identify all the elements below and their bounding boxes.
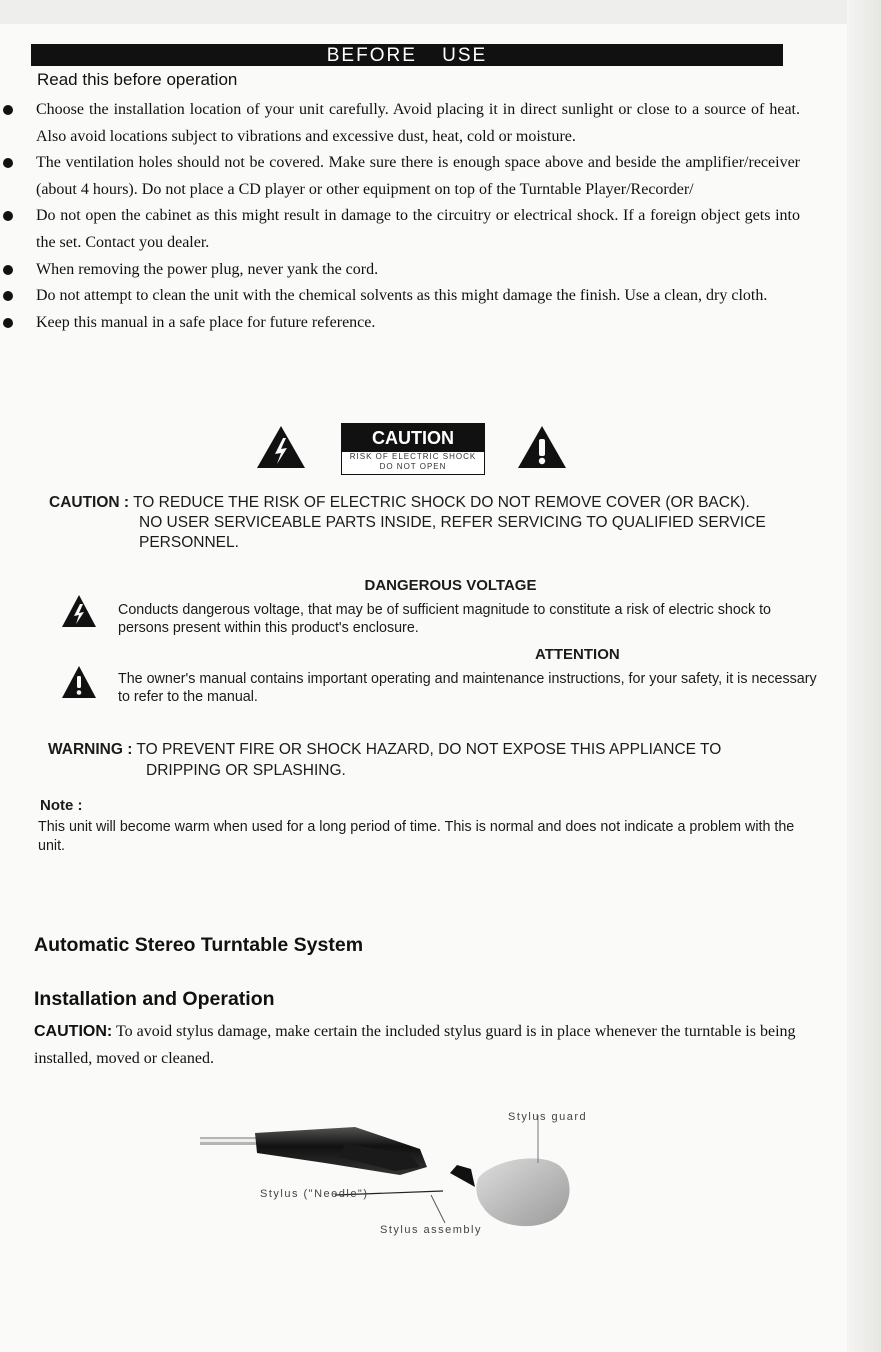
list-item: [0, 310, 800, 337]
section-title-turntable: Automatic Stereo Turntable System: [34, 934, 364, 956]
subheading: Read this before operation: [37, 70, 238, 89]
attention-title: ATTENTION: [535, 646, 620, 663]
caution-statement: [49, 493, 750, 513]
stylus-guard-shape: [476, 1158, 569, 1226]
list-item-text: Keep this manual in a safe place for future reference.: [36, 313, 376, 331]
warning-label: WARNING :: [48, 741, 133, 758]
stylus-caution-text: To avoid stylus damage, make certain the included stylus guard is in place whenever the turntable is being installed, moved or cleaned.: [34, 1023, 796, 1067]
stylus-needle-label: Stylus ("Needle"): [260, 1188, 369, 1200]
page-title: BEFORE USE: [326, 45, 488, 66]
list-item: [0, 97, 800, 150]
list-item-text: Do not open the cabinet as this might result in damage to the circuitry or electrical shock. If a foreign object gets into the set. Contact you dealer.: [36, 207, 800, 251]
lightning-warning-icon: [256, 425, 306, 469]
bullet-icon: [3, 105, 13, 115]
scan-top-band: [0, 0, 881, 24]
list-item-text: Choose the installation location of your unit carefully. Avoid placing it in direct sunlight or close to a source of heat. Also avoid locations subject to vibrations and excessive dust, heat, cold or moisture.: [36, 101, 800, 145]
caution-label-title: CAUTION: [342, 424, 484, 452]
list-item-text: Do not attempt to clean the unit with the chemical solvents as this might damage the finish. Use a clean, dry cloth.: [36, 287, 768, 305]
warning-line1: TO PREVENT FIRE OR SHOCK HAZARD, DO NOT EXPOSE THIS APPLIANCE TO: [136, 741, 722, 758]
precaution-list: [0, 97, 800, 336]
note-text: This unit will become warm when used for a long period of time. This is normal and does not indicate a problem with the unit.: [38, 819, 795, 854]
caution-label-box: [341, 423, 485, 475]
tonearm-shape: [200, 1127, 427, 1175]
list-item: [0, 283, 800, 310]
section-title-installation: Installation and Operation: [34, 988, 275, 1010]
caution-statement-line1: TO REDUCE THE RISK OF ELECTRIC SHOCK DO NOT REMOVE COVER (OR BACK).: [133, 494, 750, 511]
attention-text: The owner's manual contains important operating and maintenance instructions, for your safety, it is necessary to refer to the manual.: [118, 671, 817, 705]
caution-statement-line2: NO USER SERVICEABLE PARTS INSIDE, REFER SERVICING TO QUALIFIED SERVICE PERSONNEL.: [139, 514, 766, 551]
dangerous-voltage-title: DANGEROUS VOLTAGE: [364, 577, 537, 594]
bullet-icon: [3, 158, 13, 168]
stylus-caution-label: CAUTION:: [34, 1023, 113, 1040]
bullet-icon: [3, 211, 13, 221]
note-label: Note :: [40, 797, 83, 814]
list-item-text: The ventilation holes should not be covered. Make sure there is enough space above and beside the amplifier/receiver (about 4 hours). Do not place a CD player or other equipment on top of the Turntable Player/Recorder/: [36, 154, 800, 198]
assembly-leader-line: [431, 1195, 445, 1223]
warning-statement: [48, 740, 721, 760]
stylus-caution: [34, 1018, 814, 1072]
exclamation-warning-icon: [517, 425, 567, 469]
warning-line2: DRIPPING OR SPLASHING.: [146, 762, 346, 779]
scan-right-edge: [847, 0, 881, 1352]
list-item: [0, 203, 800, 256]
list-item: [0, 257, 800, 284]
caution-label-line1: RISK OF ELECTRIC SHOCK: [349, 452, 477, 461]
dangerous-voltage-text: Conducts dangerous voltage, that may be of sufficient magnitude to constitute a risk of electric shock to persons present within this product's enclosure.: [118, 602, 771, 636]
bullet-icon: [3, 318, 13, 328]
stylus-guard-label: Stylus guard: [508, 1111, 588, 1123]
exclamation-warning-icon: [61, 665, 97, 699]
caution-statement-label: CAUTION :: [49, 494, 130, 511]
list-item-text: When removing the power plug, never yank the cord.: [36, 260, 379, 278]
stylus-assembly-label: Stylus assembly: [380, 1224, 482, 1236]
header-bar: [31, 44, 783, 66]
stylus-tip-shape: [450, 1165, 475, 1187]
caution-label-line2: DO NOT OPEN: [379, 462, 447, 471]
lightning-warning-icon: [61, 594, 97, 628]
list-item: [0, 150, 800, 203]
bullet-icon: [3, 265, 13, 275]
bullet-icon: [3, 291, 13, 301]
